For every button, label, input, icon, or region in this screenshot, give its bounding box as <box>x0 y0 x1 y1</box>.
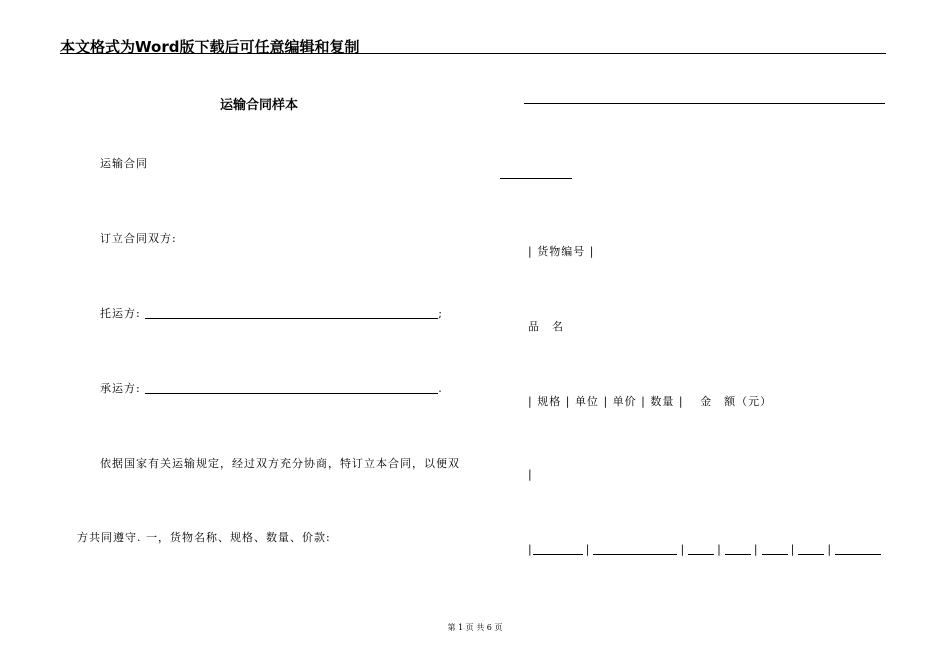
carrier-field[interactable] <box>145 383 438 394</box>
table-row-header: | 规格 | 单位 | 单价 | 数量 | 金 额（元） <box>528 395 773 408</box>
parties-intro: 订立合同双方: <box>100 232 177 245</box>
title-underline <box>524 103 885 104</box>
shipper-row <box>100 305 443 321</box>
cell-qty[interactable] <box>798 543 824 555</box>
contract-heading: 运输合同 <box>100 157 148 170</box>
table-row-blank: | | | | | | | <box>528 543 881 556</box>
cell-goods-no[interactable] <box>533 543 583 555</box>
cell-price[interactable] <box>762 543 788 555</box>
page-number: 第 1 页 共 6 页 <box>447 623 503 632</box>
shipper-field[interactable] <box>145 308 438 319</box>
shipper-end: ; <box>438 307 443 320</box>
carrier-label: 承运方: <box>100 382 141 395</box>
col-name: 品 名 <box>528 320 564 333</box>
carrier-row <box>100 380 443 396</box>
short-underline <box>500 178 572 179</box>
banner-divider <box>60 53 886 54</box>
col-amount: 金 额（元） <box>700 395 773 408</box>
document-title: 运输合同样本 <box>220 98 299 113</box>
download-banner: 本文格式为Word版下载后可任意编辑和复制 <box>60 38 360 56</box>
col-unit: 单位 <box>574 395 599 408</box>
paragraph-1: 依据国家有关运输规定，经过双方充分协商，特订立本合同，以便双 <box>100 457 460 470</box>
shipper-label: 托运方: <box>100 307 141 320</box>
carrier-end: . <box>438 382 443 395</box>
cell-amount[interactable] <box>835 543 881 555</box>
col-spec: 规格 <box>537 395 562 408</box>
col-goods-no: 货物编号 <box>537 245 586 258</box>
cell-spec[interactable] <box>688 543 714 555</box>
paragraph-2: 方共同遵守. 一，货物名称、规格、数量、价款: <box>77 531 331 544</box>
cell-unit[interactable] <box>725 543 751 555</box>
table-row-goods-no: | 货物编号 | <box>528 245 595 258</box>
table-row-separator: | <box>528 468 533 481</box>
cell-name[interactable] <box>593 543 677 555</box>
col-price: 单价 <box>612 395 637 408</box>
col-qty: 数量 <box>650 395 675 408</box>
